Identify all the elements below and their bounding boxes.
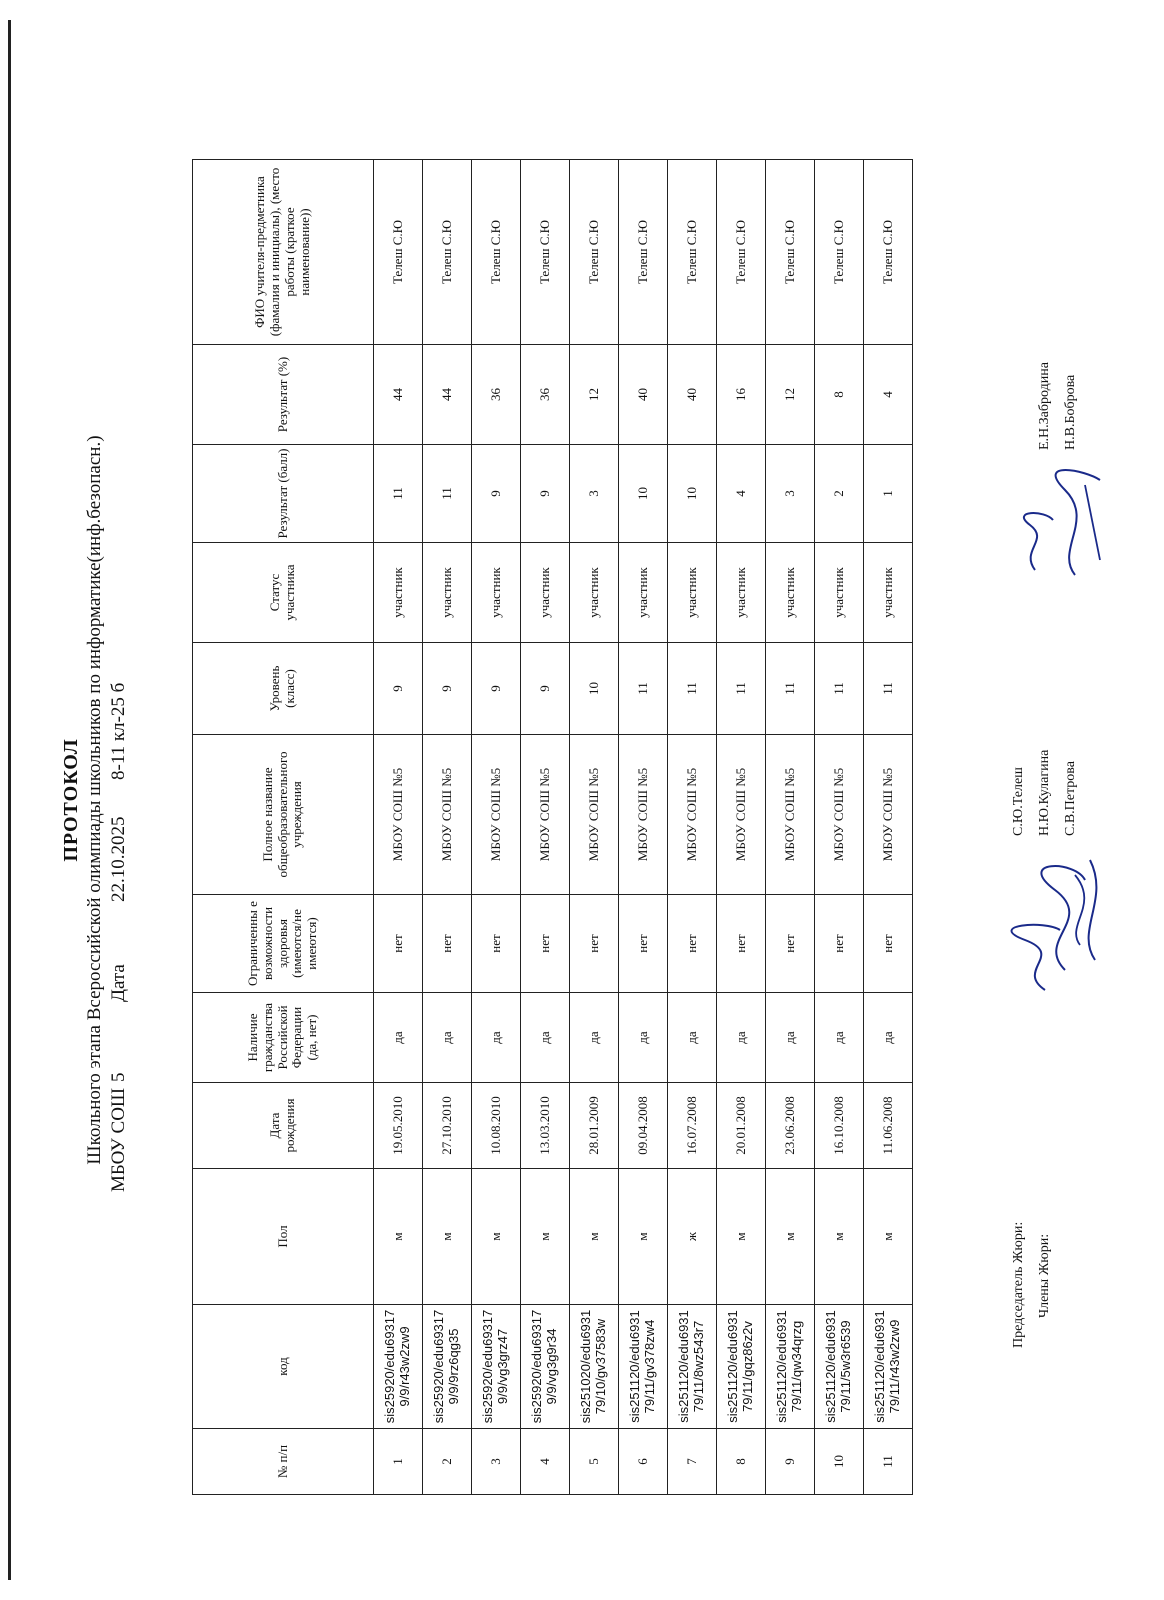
teacher-name: Телеш С.Ю <box>423 160 472 345</box>
school-name: МБОУ СОШ №5 <box>717 735 766 895</box>
class-level: 11 <box>619 643 668 735</box>
score-points: 10 <box>668 445 717 543</box>
participant-status: участник <box>766 543 815 643</box>
class-level: 9 <box>423 643 472 735</box>
sex: м <box>423 1169 472 1305</box>
participant-status: участник <box>423 543 472 643</box>
col-header: Результат (балл) <box>193 445 374 543</box>
row-number: 8 <box>717 1429 766 1495</box>
jury-signatures-left <box>1005 840 1115 1000</box>
health-limits: нет <box>472 895 521 993</box>
health-limits: нет <box>423 895 472 993</box>
score-points: 9 <box>521 445 570 543</box>
sex: м <box>570 1169 619 1305</box>
table-row <box>472 160 521 1495</box>
citizenship: да <box>717 993 766 1083</box>
participant-status: участник <box>374 543 423 643</box>
sex: м <box>374 1169 423 1305</box>
teacher-name: Телеш С.Ю <box>619 160 668 345</box>
table-body <box>374 160 913 1495</box>
jury-signatures-right <box>1015 460 1115 580</box>
score-percent: 36 <box>472 345 521 445</box>
participant-status: участник <box>570 543 619 643</box>
table-row <box>766 160 815 1495</box>
birth-date: 20.01.2008 <box>717 1083 766 1169</box>
class-level: 11 <box>717 643 766 735</box>
teacher-name: Телеш С.Ю <box>668 160 717 345</box>
school-name: МБОУ СОШ №5 <box>521 735 570 895</box>
teacher-name: Телеш С.Ю <box>374 160 423 345</box>
row-number: 4 <box>521 1429 570 1495</box>
teacher-name: Телеш С.Ю <box>864 160 913 345</box>
sex: м <box>864 1169 913 1305</box>
sex: м <box>472 1169 521 1305</box>
member-name: С.В.Петрова <box>1063 761 1078 836</box>
birth-date: 13.03.2010 <box>521 1083 570 1169</box>
participant-status: участник <box>864 543 913 643</box>
citizenship: да <box>521 993 570 1083</box>
participant-status: участник <box>472 543 521 643</box>
participant-code: sis251120/edu693179/11/r43w2zw9 <box>864 1305 913 1429</box>
birth-date: 16.10.2008 <box>815 1083 864 1169</box>
class-level: 10 <box>570 643 619 735</box>
header <box>0 20 180 1580</box>
birth-date: 11.06.2008 <box>864 1083 913 1169</box>
score-percent: 36 <box>521 345 570 445</box>
table-row <box>521 160 570 1495</box>
participant-code: sis25920/edu693179/9/vg3grz47 <box>472 1305 521 1429</box>
table-row <box>374 160 423 1495</box>
participant-code: sis251120/edu693179/11/qw34qrzg <box>766 1305 815 1429</box>
participant-code: sis251120/edu693179/11/5w3r6539 <box>815 1305 864 1429</box>
score-percent: 16 <box>717 345 766 445</box>
page-subtitle: Школьного этапа Всероссийской олимпиады школьников по информатике(инф.безопасн.) <box>84 435 105 1165</box>
col-header: ФИО учителя-предметника (фамалия и инициалы), (место работы (краткое наименование)) <box>193 160 374 345</box>
birth-date: 19.05.2010 <box>374 1083 423 1169</box>
row-number: 6 <box>619 1429 668 1495</box>
teacher-name: Телеш С.Ю <box>717 160 766 345</box>
date-label: Дата <box>108 964 129 1002</box>
citizenship: да <box>374 993 423 1083</box>
page-title: ПРОТОКОЛ <box>60 738 82 862</box>
class-level: 11 <box>668 643 717 735</box>
sex: м <box>717 1169 766 1305</box>
score-percent: 40 <box>619 345 668 445</box>
col-header: Ограниченны е возможности здоровья (имеются/не имеются) <box>193 895 374 993</box>
participant-status: участник <box>717 543 766 643</box>
school-name: МБОУ СОШ №5 <box>668 735 717 895</box>
school-name: МБОУ СОШ №5 <box>570 735 619 895</box>
score-points: 4 <box>717 445 766 543</box>
signatures <box>1005 20 1125 1580</box>
score-percent: 12 <box>570 345 619 445</box>
score-percent: 4 <box>864 345 913 445</box>
score-points: 2 <box>815 445 864 543</box>
score-points: 3 <box>766 445 815 543</box>
citizenship: да <box>570 993 619 1083</box>
row-number: 10 <box>815 1429 864 1495</box>
members-label: Члены Жюри: <box>1037 1233 1052 1318</box>
col-header: Пол <box>193 1169 374 1305</box>
col-header: Статус участника <box>193 543 374 643</box>
table-header-row <box>193 160 374 1495</box>
row-number: 7 <box>668 1429 717 1495</box>
sex: м <box>521 1169 570 1305</box>
col-header: код <box>193 1305 374 1429</box>
participant-code: sis25920/edu693179/9/vg3g9r34 <box>521 1305 570 1429</box>
birth-date: 09.04.2008 <box>619 1083 668 1169</box>
citizenship: да <box>815 993 864 1083</box>
birth-date: 10.08.2010 <box>472 1083 521 1169</box>
group-label: 8-11 кл-25 б <box>108 682 129 780</box>
chair-name: С.Ю.Телеш <box>1011 767 1026 836</box>
class-level: 9 <box>374 643 423 735</box>
birth-date: 23.06.2008 <box>766 1083 815 1169</box>
score-points: 9 <box>472 445 521 543</box>
citizenship: да <box>864 993 913 1083</box>
health-limits: нет <box>815 895 864 993</box>
chair-label: Председатель Жюри: <box>1011 1221 1026 1348</box>
health-limits: нет <box>668 895 717 993</box>
participant-code: sis251120/edu693179/11/gv378zw4 <box>619 1305 668 1429</box>
citizenship: да <box>472 993 521 1083</box>
participant-status: участник <box>619 543 668 643</box>
member-name: Н.Ю.Кулагина <box>1037 749 1052 836</box>
member-name: Е.Н.Забродина <box>1037 362 1052 450</box>
citizenship: да <box>619 993 668 1083</box>
school-label: МБОУ СОШ <box>108 1087 129 1192</box>
teacher-name: Телеш С.Ю <box>766 160 815 345</box>
citizenship: да <box>423 993 472 1083</box>
score-points: 10 <box>619 445 668 543</box>
health-limits: нет <box>717 895 766 993</box>
teacher-name: Телеш С.Ю <box>521 160 570 345</box>
table-row <box>668 160 717 1495</box>
participant-code: sis25920/edu693179/9/9rz6qg35 <box>423 1305 472 1429</box>
school-number: 5 <box>108 1072 129 1082</box>
health-limits: нет <box>374 895 423 993</box>
class-level: 9 <box>521 643 570 735</box>
col-header: № п/п <box>193 1429 374 1495</box>
col-header: Дата рождения <box>193 1083 374 1169</box>
school-name: МБОУ СОШ №5 <box>864 735 913 895</box>
health-limits: нет <box>766 895 815 993</box>
school-name: МБОУ СОШ №5 <box>374 735 423 895</box>
school-name: МБОУ СОШ №5 <box>619 735 668 895</box>
teacher-name: Телеш С.Ю <box>815 160 864 345</box>
col-header: Наличие гражданства Российской Федерации (да, нет) <box>193 993 374 1083</box>
school-name: МБОУ СОШ №5 <box>472 735 521 895</box>
score-percent: 40 <box>668 345 717 445</box>
class-level: 11 <box>864 643 913 735</box>
col-header: Полное название общеобразовательного учреждения <box>193 735 374 895</box>
birth-date: 16.07.2008 <box>668 1083 717 1169</box>
health-limits: нет <box>864 895 913 993</box>
row-number: 2 <box>423 1429 472 1495</box>
school-name: МБОУ СОШ №5 <box>815 735 864 895</box>
table-row <box>570 160 619 1495</box>
score-percent: 8 <box>815 345 864 445</box>
score-points: 1 <box>864 445 913 543</box>
row-number: 11 <box>864 1429 913 1495</box>
score-points: 3 <box>570 445 619 543</box>
birth-date: 27.10.2010 <box>423 1083 472 1169</box>
teacher-name: Телеш С.Ю <box>570 160 619 345</box>
participant-code: sis251120/edu693179/11/gqz86z2v <box>717 1305 766 1429</box>
table-row <box>815 160 864 1495</box>
row-number: 1 <box>374 1429 423 1495</box>
score-percent: 44 <box>374 345 423 445</box>
sex: м <box>766 1169 815 1305</box>
class-level: 9 <box>472 643 521 735</box>
protocol-sheet <box>0 20 1164 1580</box>
participant-code: sis25920/edu693179/9/r43w2zw9 <box>374 1305 423 1429</box>
citizenship: да <box>668 993 717 1083</box>
class-level: 11 <box>766 643 815 735</box>
col-header: Уровень (класс) <box>193 643 374 735</box>
sex: ж <box>668 1169 717 1305</box>
row-number: 3 <box>472 1429 521 1495</box>
participant-status: участник <box>668 543 717 643</box>
school-name: МБОУ СОШ №5 <box>423 735 472 895</box>
table-row <box>423 160 472 1495</box>
teacher-name: Телеш С.Ю <box>472 160 521 345</box>
participant-code: sis251020/edu693179/10/gv37583w <box>570 1305 619 1429</box>
health-limits: нет <box>619 895 668 993</box>
date-value: 22.10.2025 <box>108 816 129 902</box>
school-name: МБОУ СОШ №5 <box>766 735 815 895</box>
table-row <box>619 160 668 1495</box>
row-number: 5 <box>570 1429 619 1495</box>
results-table <box>192 159 913 1495</box>
health-limits: нет <box>521 895 570 993</box>
table-row <box>717 160 766 1495</box>
sex: м <box>815 1169 864 1305</box>
table-row <box>864 160 913 1495</box>
score-points: 11 <box>374 445 423 543</box>
score-percent: 12 <box>766 345 815 445</box>
score-percent: 44 <box>423 345 472 445</box>
row-number: 9 <box>766 1429 815 1495</box>
member-name: Н.В.Боброва <box>1063 374 1078 450</box>
citizenship: да <box>766 993 815 1083</box>
participant-code: sis251120/edu693179/11/8wz543r7 <box>668 1305 717 1429</box>
col-header: Результат (%) <box>193 345 374 445</box>
sex: м <box>619 1169 668 1305</box>
health-limits: нет <box>570 895 619 993</box>
participant-status: участник <box>815 543 864 643</box>
participant-status: участник <box>521 543 570 643</box>
class-level: 11 <box>815 643 864 735</box>
birth-date: 28.01.2009 <box>570 1083 619 1169</box>
score-points: 11 <box>423 445 472 543</box>
